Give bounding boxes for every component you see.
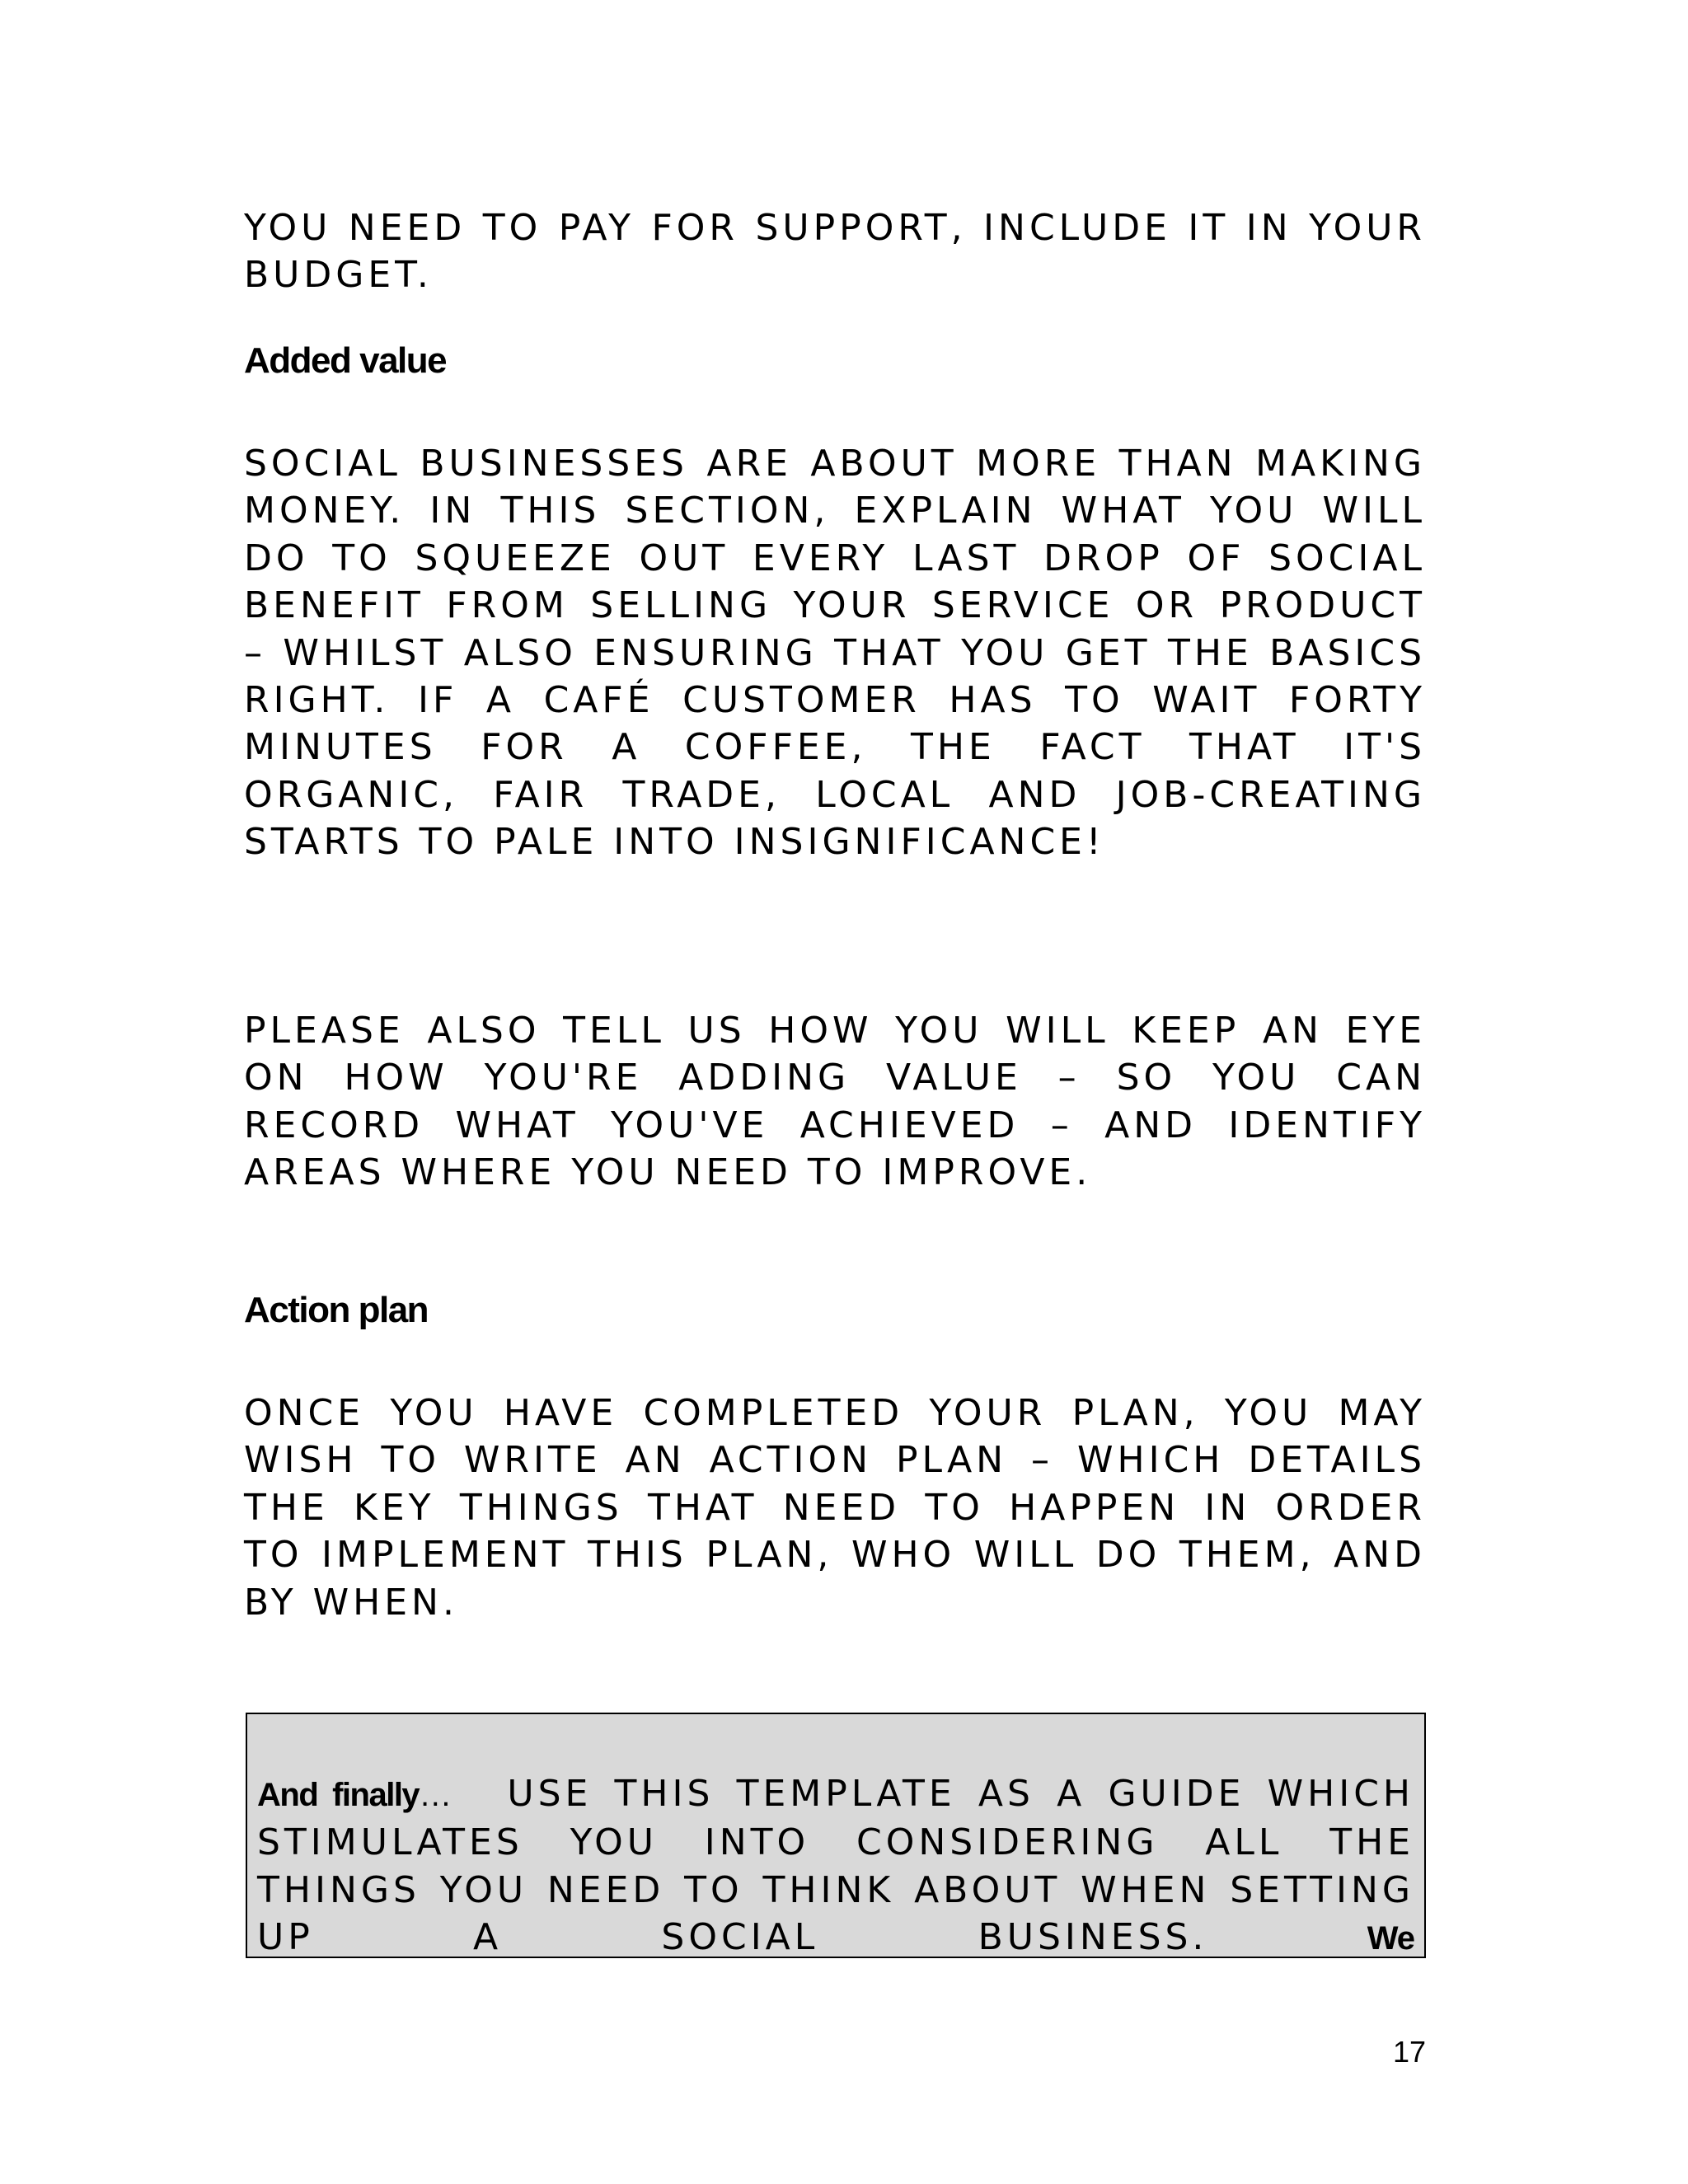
and-finally-callout-box xyxy=(246,1713,1426,1958)
paragraph-support-budget: YOU NEED TO PAY FOR SUPPORT, INCLUDE IT IN YOUR BUDGET. xyxy=(244,207,1426,297)
page-number: 17 xyxy=(1392,2035,1426,2069)
heading-action-plan: Action plan xyxy=(244,1290,429,1330)
paragraph-action-plan: ONCE YOU HAVE COMPLETED YOUR PLAN, YOU MAY WISH TO WRITE AN ACTION PLAN – WHICH DETAILS THE KEY THINGS THAT NEED TO HAPPEN IN ORDER TO IMPLEMENT THIS PLAN, WHO WILL DO THEM, AND BY WHEN. xyxy=(244,1392,1426,1624)
callout-body: USE THIS TEMPLATE AS A GUIDE WHICH STIMULATES YOU INTO CONSIDERING ALL THE THINGS YOU NEED TO THINK ABOUT WHEN SETTING UP A SOCIAL BUSINESS. xyxy=(257,1773,1414,1958)
callout-trailing-word: We xyxy=(1367,1920,1414,1957)
callout-lead: And finally xyxy=(257,1777,420,1813)
paragraph-track-value: PLEASE ALSO TELL US HOW YOU WILL KEEP AN EYE ON HOW YOU'RE ADDING VALUE – SO YOU CAN RECORD WHAT YOU'VE ACHIEVED – AND IDENTIFY AREAS WHERE YOU NEED TO IMPROVE. xyxy=(244,1010,1426,1194)
callout-text-block xyxy=(257,1770,1414,1958)
heading-added-value: Added value xyxy=(244,340,447,381)
callout-ellipsis: … xyxy=(419,1777,452,1813)
paragraph-added-value: SOCIAL BUSINESSES ARE ABOUT MORE THAN MAKING MONEY. IN THIS SECTION, EXPLAIN WHAT YOU WILL DO TO SQUEEZE OUT EVERY LAST DROP OF SOCIAL BENEFIT FROM SELLING YOUR SERVICE OR PRODUCT – WHILST ALSO ENSURING THAT YOU GET THE BASICS RIGHT. IF A CAFÉ CUSTOMER HAS TO WAIT FORTY MINUTES FOR A COFFEE, THE FACT THAT IT'S ORGANIC, FAIR TRADE, LOCAL AND JOB-CREATING STARTS TO PALE INTO INSIGNIFICANCE! xyxy=(244,443,1426,864)
